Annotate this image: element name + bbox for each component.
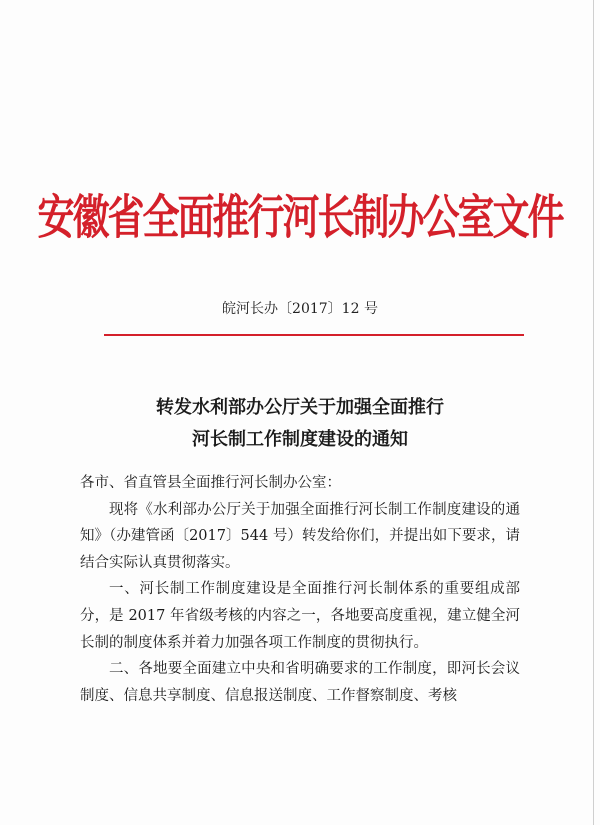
notice-title-line-1: 转发水利部办公厅关于加强全面推行 bbox=[156, 397, 444, 418]
paragraph-item-2: 二、各地要全面建立中央和省明确要求的工作制度，即河长会议制度、信息共享制度、信息报送制度、工作督察制度、考核 bbox=[80, 661, 520, 704]
addressee: 各市、省直管县全面推行河长制办公室： bbox=[80, 475, 341, 491]
paragraph-intro: 现将《水利部办公厅关于加强全面推行河长制工作制度建设的通知》（办建管函〔2017〕544 号）转发给你们，并提出如下要求，请结合实际认真贯彻落实。 bbox=[80, 501, 520, 571]
notice-title bbox=[0, 392, 600, 456]
notice-title-line-2: 河长制工作制度建设的通知 bbox=[192, 429, 408, 450]
document-header-title: 安徽省全面推行河长制办公室文件 bbox=[37, 188, 563, 245]
document-number: 皖河长办〔2017〕12 号 bbox=[222, 301, 378, 317]
red-divider-line bbox=[104, 334, 524, 336]
paragraph-item-1: 一、河长制工作制度建设是全面推行河长制体系的重要组成部分，是 2017 年省级考核的内容之一，各地要高度重视，建立健全河长制的制度体系并着力加强各项工作制度的贯彻执行。 bbox=[80, 581, 520, 651]
document-body bbox=[80, 470, 520, 709]
